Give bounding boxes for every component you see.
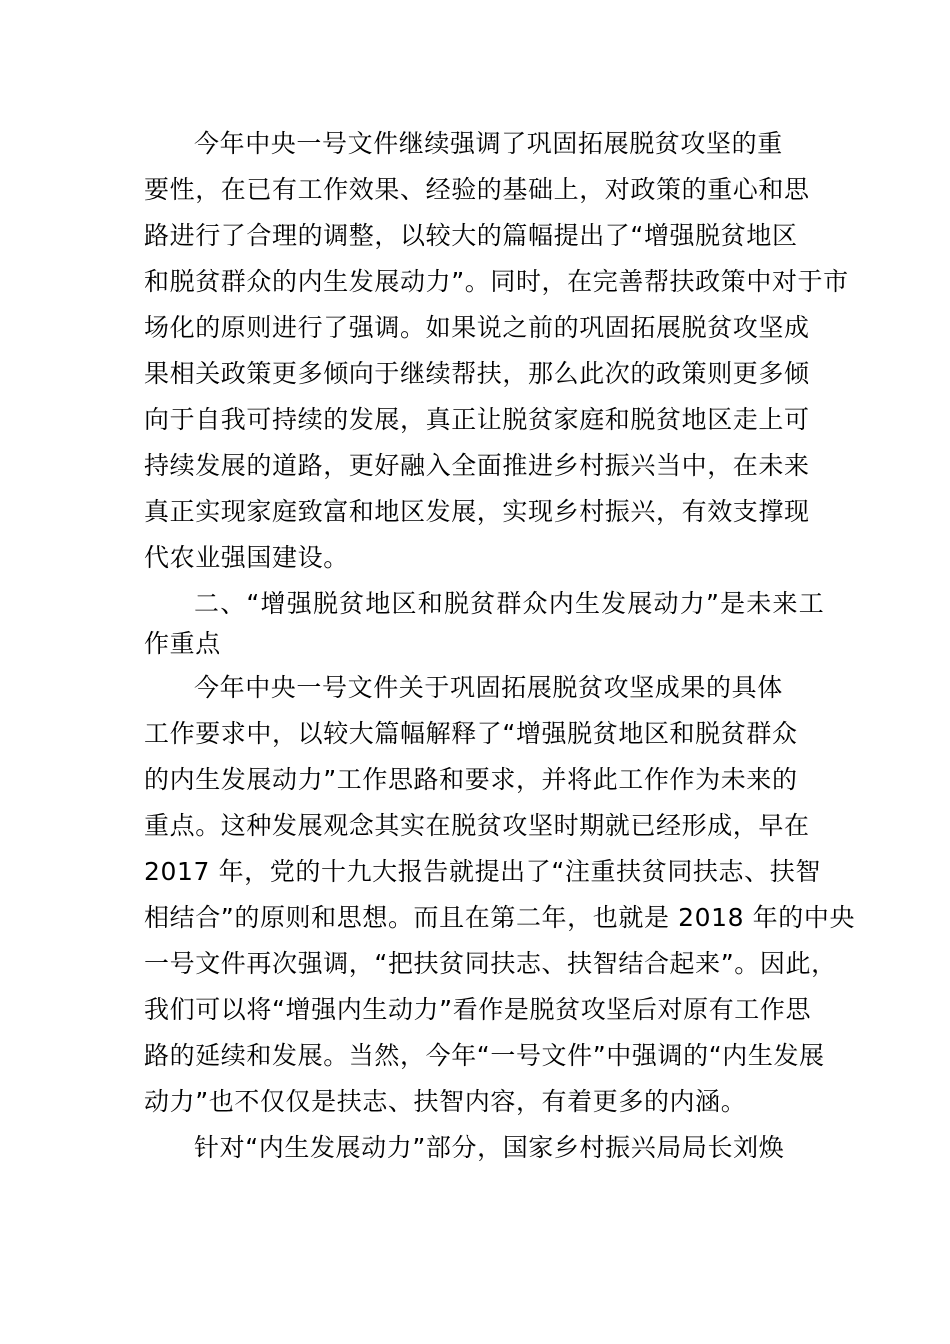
paragraph-2-line-8: 我们可以将“增强内生动力”看作是脱贫攻坚后对原有工作思 [144,995,812,1024]
paragraph-1-line-6: 果相关政策更多倾向于继续帮扶，那么此次的政策则更多倾 [144,359,810,388]
paragraph-1-line-9: 真正实现家庭致富和地区发展，实现乡村振兴，有效支撑现 [144,497,810,526]
paragraph-2-line-9: 路的延续和发展。当然，今年“一号文件”中强调的“内生发展 [144,1041,825,1070]
paragraph-1-line-5: 场化的原则进行了强调。如果说之前的巩固拓展脱贫攻坚成 [144,313,810,342]
paragraph-1-line-10: 代农业强国建设。 [144,543,349,572]
paragraph-1-line-1: 今年中央一号文件继续强调了巩固拓展脱贫攻坚的重 [194,129,783,158]
paragraph-2-line-1: 今年中央一号文件关于巩固拓展脱贫攻坚成果的具体 [194,673,783,702]
paragraph-2-line-6: 相结合”的原则和思想。而且在第二年，也就是 2018 年的中央 [144,903,856,932]
section-heading-line-1: 二、“增强脱贫地区和脱贫群众内生发展动力”是未来工 [194,589,825,618]
paragraph-1-line-2: 要性，在已有工作效果、经验的基础上，对政策的重心和思 [144,175,810,204]
paragraph-3-line-1: 针对“内生发展动力”部分，国家乡村振兴局局长刘焕 [194,1133,785,1162]
section-heading-line-2: 作重点 [144,629,221,658]
paragraph-1-line-7: 向于自我可持续的发展，真正让脱贫家庭和脱贫地区走上可 [144,405,810,434]
paragraph-1-line-4: 和脱贫群众的内生发展动力”。同时，在完善帮扶政策中对于市 [144,267,849,296]
paragraph-2-line-2: 工作要求中，以较大篇幅解释了“增强脱贫地区和脱贫群众 [144,719,798,748]
paragraph-1-line-3: 路进行了合理的调整，以较大的篇幅提出了“增强脱贫地区 [144,221,798,250]
paragraph-2-line-10: 动力”也不仅仅是扶志、扶智内容，有着更多的内涵。 [144,1087,747,1116]
paragraph-2-line-4: 重点。这种发展观念其实在脱贫攻坚时期就已经形成，早在 [144,811,810,840]
paragraph-1-line-8: 持续发展的道路，更好融入全面推进乡村振兴当中，在未来 [144,451,810,480]
paragraph-2-line-5: 2017 年，党的十九大报告就提出了“注重扶贫同扶志、扶智 [144,857,821,886]
paragraph-2-line-3: 的内生发展动力”工作思路和要求，并将此工作作为未来的 [144,765,798,794]
paragraph-2-line-7: 一号文件再次强调，“把扶贫同扶志、扶智结合起来”。因此， [144,949,837,978]
